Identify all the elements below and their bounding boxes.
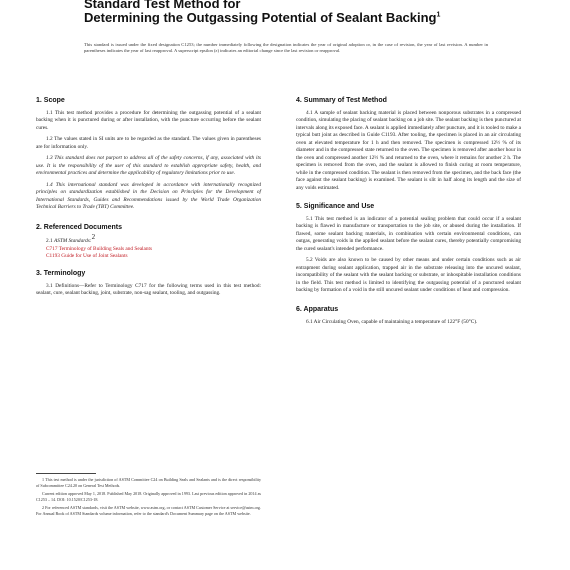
reference-title[interactable]: Guide for Use of Joint Sealants: [59, 253, 128, 260]
reference-title[interactable]: Terminology of Building Seals and Sealants: [57, 245, 153, 252]
section-heading-summary: 4. Summary of Test Method: [296, 97, 387, 104]
terminology-paragraph-1: 3.1 Definitions—Refer to Terminology C717 for the following terms used in this test method: sealant, cure, sealant backing, joint, substrate, non-sag sealant, tooling, and outgassing.: [36, 282, 261, 297]
scope-paragraph-1: 1.1 This test method provides a procedure for determining the outgassing potential of a sealant backing when it is punctured during or after installation, with the puncture occurring before the sealant cures.: [36, 110, 261, 131]
title-line-1: Standard Test Method for: [84, 0, 241, 11]
reference-astm-standards: [36, 233, 261, 245]
reference-label: ASTM Standards:: [53, 238, 92, 245]
apparatus-paragraph-1: 6.1 Air Circulating Oven, capable of maintaining a temperature of 122°F (50°C).: [306, 318, 478, 325]
reference-footnote-mark: 2: [91, 233, 96, 242]
footnote-2: 2 For referenced ASTM standards, visit the ASTM website, www.astm.org, or contact ASTM Customer Service at service@astm.org. For Annual Book of ASTM Standards volume information, refer to the standard's Document Summary page on the ASTM website.: [36, 505, 261, 516]
section-heading-terminology: 3. Terminology: [36, 269, 86, 277]
scope-paragraph-2: 1.2 The values stated in SI units are to be regarded as the standard. The values given in parentheses are for information only.: [36, 136, 261, 150]
reference-code-link[interactable]: C1193: [46, 253, 60, 260]
footnote-1-continued: Current edition approved May 1, 2018. Published May 2018. Originally approved in 1993. Last previous edition approved in 2014 as C1253 – 14. DOI: 10.1520/C1253-18.: [36, 491, 261, 502]
left-column: [36, 96, 261, 301]
reference-c717[interactable]: [36, 246, 261, 253]
significance-paragraph-1: 5.1 This test method is an indicator of a potential sealing problem that could occur if a sealant backing is flawed in manufacture or transportation to the job site, or abused during the installation. If flawed, some sealant backing materials, in combination with certain environmental conditions, can outgas, generating voids in the applied sealant before the sealant cures, thereby potentially compromising the cured sealant's intended performance.: [296, 215, 521, 252]
designation-summary: This standard is issued under the fixed designation C1253; the number immediately following the designation indicates the year of original adoption or, in the case of revision, the year of last revision. A number in parentheses indicates the year of last reapproval. A superscript epsilon (ε) indicates an editorial change since the last revision or reapproval.: [84, 42, 488, 54]
right-column: [296, 96, 521, 330]
significance-paragraph-2: 5.2 Voids are also known to be caused by other means and under certain conditions such as air entrapment during sealant application, trapped air in the substrate releasing into the uncured sealant, incompatibility of the sealant with the sealant backing or substrate, or inhospitable installation conditions in the field. This test method is limited to identifying the outgassing potential of a punctured sealant backing by formation of a void in the still uncured sealant under conditions of heat and compression.: [296, 257, 521, 294]
footnotes: [36, 477, 261, 519]
title-line-2: [84, 11, 504, 25]
title-text: Determining the Outgassing Potential of Sealant Backing: [84, 10, 437, 25]
footnote-divider: [36, 473, 96, 474]
title-block: [84, 0, 504, 25]
section-heading-apparatus: 6. Apparatus: [296, 305, 339, 313]
scope-paragraph-3: 1.3 This standard does not purport to address all of the safety concerns, if any, associated with its use. It is the responsibility of the user of this standard to establish appropriate safety, health, and environmental practices and determine the applicability of regulatory limitations prior to use.: [36, 155, 261, 177]
scope-paragraph-4: 1.4 This international standard was developed in accordance with internationally recognized principles on standardization established in the Decision on Principles for the Development of International Standards, Guides and Recommendations issued by the World Trade Organization Technical Barriers to Trade (TBT) Committee.: [36, 181, 261, 210]
footnote-1: 1 This test method is under the jurisdiction of ASTM Committee C24 on Building Seals and Sealants and is the direct responsibility of Subcommittee C24.20 on General Test Methods.: [36, 477, 261, 488]
summary-paragraph-1: 4.1 A sample of sealant backing material is placed between nonporous substrates in a compressed condition, simulating the placing of sealant backing on a job site. The sealant backing is then punctured at intervals along its exposed face. A sealant is applied immediately after puncture, and it is tooled to make a typical butt joint as described in Guide C1193. After tooling, the specimen is placed in an air circulating oven at elevated temperature for 1 h and then removed. The specimen is compressed 12½ % of its diameter and in the compressed state returned to the oven. The specimen is removed after another hour in the oven and compressed another 12½ % and returned to the oven, where it remains for another 2 h. The specimen is removed from the oven, and the sealant is allowed to finish curing at room temperature, while in the compressed condition. The sealant is then removed from the specimen, and the back face (the face against the sealant backing) is examined. The sealant is slit in half along its length and the size of any voids estimated.: [296, 110, 521, 191]
reference-c1193[interactable]: [36, 253, 261, 260]
reference-code-link[interactable]: C717: [46, 245, 58, 252]
section-heading-scope: 1. Scope: [36, 97, 65, 104]
section-heading-significance: 5. Significance and Use: [296, 202, 375, 210]
section-heading-referenced-documents: 2. Referenced Documents: [36, 224, 122, 232]
reference-number: 2.1: [46, 238, 54, 245]
title-footnote-mark: 1: [436, 11, 441, 19]
